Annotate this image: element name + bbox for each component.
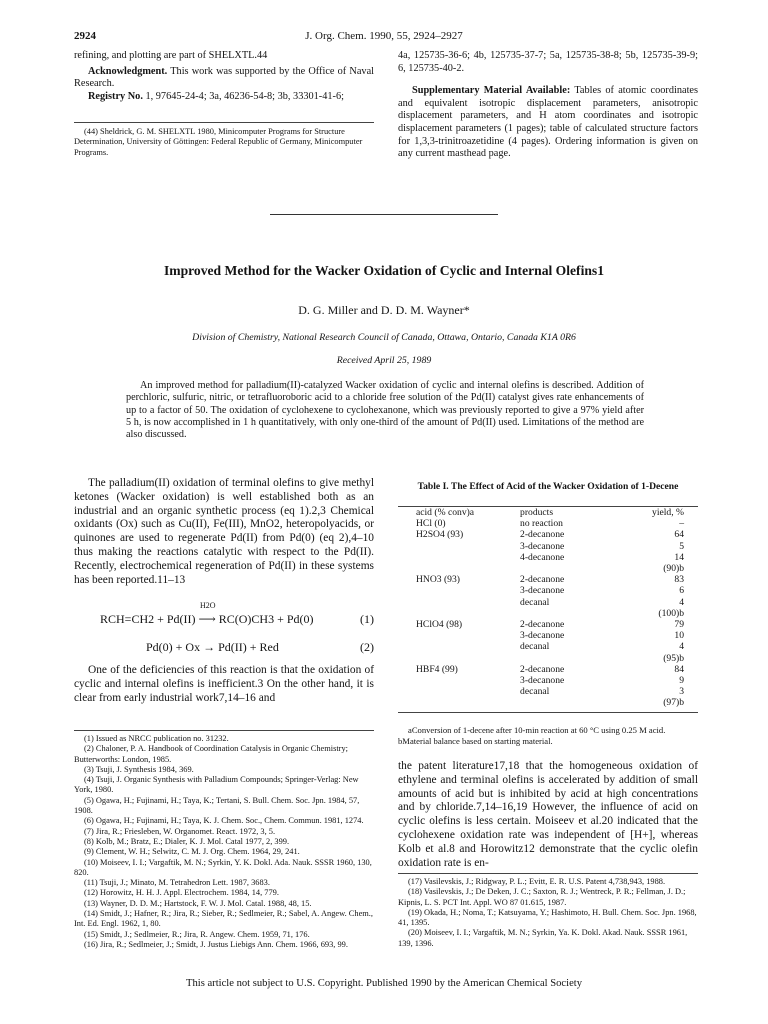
table-row (398, 541, 698, 552)
cell-acid (398, 541, 520, 552)
cell-product (520, 563, 617, 574)
cell-acid: HClO4 (98) (416, 619, 463, 631)
eq1-number: (1) (360, 612, 374, 626)
article-separator (270, 214, 498, 215)
cell-product: 2-decanone (520, 663, 565, 675)
footnote-item: (1) Issued as NRCC publication no. 31232. (84, 734, 229, 743)
table-title: Table I. The Effect of Acid of the Wacker Oxidation of 1-Decene (417, 481, 679, 492)
cell-yield: (97)b (663, 697, 684, 709)
table-bottom-rule (398, 712, 698, 713)
footnote-item: (7) Jira, R.; Friesleben, W. Organomet. React. 1972, 3, 5. (84, 826, 276, 836)
table-body (398, 518, 698, 708)
cell-acid: HCl (0) (416, 518, 446, 530)
registry-text: 1, 97645-24-4; 3a, 46236-54-8; 3b, 33301-41-6; (145, 90, 344, 102)
ack-text: This work was supported by the Office of Naval Research. (74, 65, 375, 90)
footnote-item: (18) Vasilevskis, J.; De Deken, J. C.; Saxton, R. J.; Wentreck, P. R.; Fellman, J. D.; Kipnis, L. S. PCT Int. Appl. WO 87 01.615, 1987. (398, 887, 686, 907)
table-header-row (398, 507, 698, 518)
affiliation: Division of Chemistry, National Research Council of Canada, Ottawa, Ontario, Canada K1A 0R6 (192, 332, 576, 343)
table-row (398, 552, 698, 563)
copyright-line: This article not subject to U.S. Copyright. Published 1990 by the American Chemical Society (185, 978, 583, 989)
cell-yield: 10 (674, 630, 684, 642)
cell-product (520, 653, 617, 664)
cell-product: decanal (520, 641, 550, 653)
cell-yield: 4 (679, 641, 684, 653)
table-1 (398, 506, 698, 713)
table-row (398, 529, 698, 540)
cell-acid (398, 653, 520, 664)
cell-acid (398, 697, 520, 708)
supp-heading: Supplementary Material Available: (412, 85, 571, 97)
registry-heading: Registry No. (88, 90, 143, 102)
cell-product: 3-decanone (520, 540, 565, 552)
cell-yield: (100)b (658, 607, 684, 619)
footnotes-left (74, 734, 374, 950)
cell-yield: 6 (679, 585, 684, 597)
cell-product: 2-decanone (520, 529, 565, 541)
cell-yield: 79 (674, 619, 684, 631)
footnote-item: (4) Tsuji, J. Organic Synthesis with Palladium Compounds; Springer-Verlag: New York, 1980. (74, 775, 359, 795)
article-title: Improved Method for the Wacker Oxidation of Cyclic and Internal Olefins1 (163, 263, 605, 278)
intro-paragraph-2: One of the deficiencies of this reaction is that the oxidation of cyclic and internal olefins is inefficient.3 On the other hand, it is clear from early industrial work7,14–16 and (74, 664, 374, 704)
cell-yield: 64 (674, 529, 684, 541)
footnote-item: (11) Tsuji, J.; Minato, M. Tetrahedron Lett. 1987, 3683. (84, 878, 270, 888)
cell-acid (398, 552, 520, 563)
cell-acid (398, 630, 520, 641)
page-number: 2924 (74, 30, 96, 42)
cell-product: decanal (520, 596, 550, 608)
table-row (398, 675, 698, 686)
ack-heading: Acknowledgment. (88, 65, 168, 77)
cell-product: 3-decanone (520, 675, 565, 687)
table-row (398, 619, 698, 630)
prev-text: refining, and plotting are part of SHELXTL.44 (74, 50, 268, 61)
col-products-header: products (520, 507, 554, 518)
cell-acid: HNO3 (93) (416, 574, 460, 586)
footnote-item: (2) Chaloner, P. A. Handbook of Coordination Catalysis in Organic Chemistry; Butterworths: London, 1985. (74, 744, 348, 764)
cell-product (520, 608, 617, 619)
table-footnote: aConversion of 1-decene after 10-min reaction at 60 °C using 0.25 M acid. bMaterial balance based on starting material. (398, 725, 666, 746)
table-row (398, 686, 698, 697)
abstract: An improved method for palladium(II)-catalyzed Wacker oxidation of cyclic and internal olefins is described. Addition of perchloric, sulfuric, nitric, or tetrafluoroboric acid to a chloride free solution of the Pd(II) catalyst gives rate enhancements of up to a factor of 50. The oxidation of cyclohexene to cyclohexanone, which was previously reported to give a 97% yield after 5 h, is now accomplished in 1 h quantitatively, with only one-third of the amount of Pd(II) used. Limitations of the method are also discussed. (126, 380, 644, 441)
table-row (398, 563, 698, 574)
supplementary-material (398, 85, 698, 161)
col-yield-header: yield, % (652, 507, 684, 518)
cell-acid: HBF4 (99) (416, 663, 458, 675)
cell-acid (398, 563, 520, 574)
cell-acid: H2SO4 (93) (416, 529, 464, 541)
cell-yield: (90)b (663, 563, 684, 575)
cell-product: 2-decanone (520, 619, 565, 631)
equation-2 (74, 640, 374, 660)
journal-citation: J. Org. Chem. 1990, 55, 2924–2927 (305, 30, 463, 42)
footnote-item: (17) Vasilevskis, J.; Ridgway, P. L.; Evitt, E. R. U.S. Patent 4,738,943, 1988. (408, 877, 666, 886)
cell-acid (398, 675, 520, 686)
cell-product (520, 697, 617, 708)
acknowledgment (74, 66, 374, 91)
footnote-item: (8) Kolb, M.; Bratz, E.; Dialer, K. J. Mol. Catal 1977, 2, 399. (84, 836, 290, 846)
cell-yield: – (679, 518, 684, 530)
eq2-number: (2) (360, 640, 374, 654)
eq2-text: Pd(0) + Ox → Pd(II) + Red (146, 640, 279, 654)
equation-1 (74, 612, 374, 632)
footnote-item: (12) Horowitz, H. H. J. Appl. Electrochem. 1984, 14, 779. (84, 888, 279, 898)
table-row (398, 585, 698, 596)
right-paragraph: the patent literature17,18 that the homogeneous oxidation of ethylene and terminal olefins is accelerated by addition of small amounts of acid but is inhibited by acid at high concentrations and by chloride.7,14–16,19 However, the influence of acid on cyclic olefins is less certain. Moiseev et al.20 indicated that the cyclohexene oxidation rate was independent of [H+], whereas Kolb et al.8 and Horowitz12 demonstrate that the cyclic olefin oxidation rate is en- (398, 760, 698, 869)
eq1-text: RCH=CH2 + Pd(II) ⟶ RC(O)CH3 + Pd(0) (100, 612, 314, 626)
table-grid (398, 507, 698, 709)
footnote-item: (19) Okada, H.; Noma, T.; Katsuyama, Y.; Hashimoto, H. Bull. Chem. Soc. Jpn. 1968, 41, 1395. (398, 907, 697, 928)
cell-yield: 3 (679, 686, 684, 698)
table-row (398, 664, 698, 675)
registry-numbers (74, 91, 374, 104)
intro-paragraph-1: The palladium(II) oxidation of terminal olefins to give methyl ketones (Wacker oxidation) is well established both as an industrial and an organic synthetic process (eq 1).2,3 Chemical oxidants (Ox) such as Cu(II), Fe(III), MnO2, heteropolyacids, or quinones are used to regenerate Pd(II) from Pd(0) (eq 2),4–10 thus making the reactions catalytic with respect to the Pd(II). Recently, electrochemical regeneration of Pd(II) in these systems has been reported.11–13 (74, 477, 374, 586)
cell-yield: (95)b (663, 652, 684, 664)
table-row (398, 608, 698, 619)
ref-44: (44) Sheldrick, G. M. SHELXTL 1980, Minicomputer Programs for Structure Determination, University of Göttingen: Federal Republic of Germany, Minicomputer Programs. (74, 127, 363, 157)
cell-product: 3-decanone (520, 630, 565, 642)
authors: D. G. Miller and D. D. M. Wayner* (298, 303, 470, 317)
footnote-item: (20) Moiseev, I. I.; Vargaftik, M. N.; Syrkin, Ya. K. Dokl. Akad. Nauk. SSSR 1961, 139, 1396. (398, 928, 688, 948)
footnote-item: (14) Smidt, J.; Hafner, R.; Jira, R.; Sieber, R.; Sedlmeier, R.; Sabel, A. Angew. Chem., Int. Ed. Engl. 1962, 1, 80. (74, 909, 373, 929)
cell-yield: 83 (674, 574, 684, 586)
supp-text: Tables of atomic coordinates and equivalent isotropic displacement parameters, anisotropic displacement parameters, and H atom coordinates and isotropic displacement parameters (1 pages); table of calculated structure factors for 1,3,3-trinitroazetidine (4 pages). Ordering information is given on any current masthead page. (398, 85, 699, 160)
cell-product: no reaction (520, 518, 563, 530)
received-date: Received April 25, 1989 (336, 355, 432, 366)
col-acid-header: acid (% conv)a (416, 507, 475, 518)
footnote-item: (5) Ogawa, H.; Fujinami, H.; Taya, K.; Tertani, S. Bull. Chem. Soc. Jpn. 1984, 57, 1908. (74, 795, 360, 816)
table-row (398, 574, 698, 585)
cell-product: 4-decanone (520, 551, 565, 563)
footnote-divider (74, 122, 374, 123)
footnote-item: (13) Wayner, D. D. M.; Hartstock, F. W. J. Mol. Catal. 1988, 48, 15. (84, 898, 312, 908)
footnote-divider-left (74, 730, 374, 731)
table-row (398, 518, 698, 529)
table-row (398, 630, 698, 641)
footnote-item: (15) Smidt, J.; Sedlmeier, R.; Jira, R. Angew. Chem. 1959, 71, 176. (84, 929, 310, 939)
footnote-item: (6) Ogawa, H.; Fujinami, H.; Taya, K. J. Chem. Soc., Chem. Commun. 1981, 1274. (84, 816, 364, 826)
cell-acid (398, 641, 520, 652)
cell-yield: 14 (674, 551, 684, 563)
prev-article-right (398, 50, 698, 161)
table-row (398, 697, 698, 708)
running-header (74, 30, 694, 44)
cell-acid (398, 608, 520, 619)
cell-acid (398, 597, 520, 608)
table-row (398, 597, 698, 608)
eq1-catalyst-label: H2O (200, 601, 216, 610)
table-row (398, 653, 698, 664)
cell-product: decanal (520, 686, 550, 698)
cell-acid (398, 585, 520, 596)
cell-yield: 9 (679, 675, 684, 687)
cell-acid (398, 686, 520, 697)
footnotes-right (398, 877, 698, 949)
footnote-divider-right (398, 873, 698, 874)
cell-yield: 4 (679, 596, 684, 608)
footnote-item: (9) Clement, W. H.; Selwitz, C. M. J. Org. Chem. 1964, 29, 241. (84, 847, 300, 857)
cell-product: 2-decanone (520, 574, 565, 586)
cell-yield: 84 (674, 663, 684, 675)
prev-article-left (74, 50, 374, 103)
cell-yield: 5 (679, 540, 684, 552)
footnote-item: (16) Jira, R.; Sedlmeier, J.; Smidt, J. Justus Liebigs Ann. Chem. 1966, 693, 99. (84, 939, 348, 949)
cell-product: 3-decanone (520, 585, 565, 597)
registry-continued: 4a, 125735-36-6; 4b, 125735-37-7; 5a, 125735-38-8; 5b, 125735-39-9; 6, 125735-40-2. (398, 50, 698, 74)
footnote-item: (3) Tsuji, J. Synthesis 1984, 369. (84, 764, 194, 774)
table-row (398, 641, 698, 652)
prev-footnote (74, 127, 374, 158)
footnote-item: (10) Moiseev, I. I.; Vargaftik, M. N.; Syrkin, Y. K. Dokl. Ada. Nauk. SSSR 1960, 130, 820. (74, 857, 372, 877)
